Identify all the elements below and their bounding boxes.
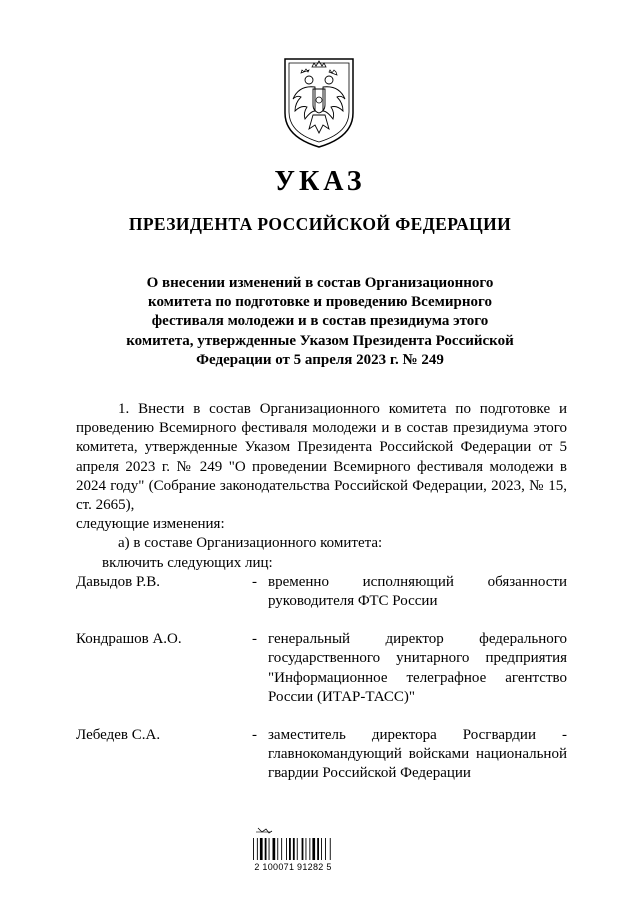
barcode-bar	[281, 838, 282, 860]
barcode-bar	[253, 838, 254, 860]
person-name: Лебедев С.А.	[76, 727, 161, 744]
heading-line: О внесении изменений в состав Организационного	[146, 275, 494, 291]
decree-heading	[100, 274, 540, 370]
barcode-bar	[309, 838, 310, 860]
person-dash: -	[252, 573, 257, 590]
include-persons-label: включить следующих лиц:	[102, 554, 273, 571]
document-subtitle: ПРЕЗИДЕНТА РОССИЙСКОЙ ФЕДЕРАЦИИ	[128, 214, 512, 234]
barcode-number: 2 100071 91282 5	[254, 862, 332, 872]
person-name: Давыдов Р.В.	[76, 573, 160, 590]
barcode-bar	[317, 838, 319, 860]
barcode-bar	[325, 838, 326, 860]
document-title: УКАЗ	[274, 166, 366, 197]
person-entry	[76, 573, 567, 611]
paragraph-1-end: следующие изменения:	[76, 516, 225, 533]
heading-line: фестиваля молодежи и в состав президиума этого	[151, 313, 489, 330]
person-entry	[76, 726, 567, 784]
person-dash: -	[252, 631, 257, 648]
item-a: а) в составе Организационного комитета:	[118, 535, 383, 552]
barcode-bar	[293, 838, 295, 860]
person-position: генеральный директор федерального государственного унитарного предприятия "Информационное телеграфное агентство России (ИТАР-ТАСС)"	[268, 631, 567, 705]
heading-line: Федерации от 5 апреля 2023 г. № 249	[196, 351, 444, 368]
person-position: временно исполняющий обязанности руководителя ФТС России	[268, 573, 567, 610]
barcode-bar	[277, 838, 278, 860]
heading-line: комитета по подготовке и проведению Всемирного	[148, 294, 492, 311]
barcode-bar	[312, 838, 315, 860]
barcode-bar	[260, 838, 263, 860]
barcode-bar	[306, 838, 307, 860]
decree-body	[76, 400, 567, 784]
barcode-bar	[297, 838, 298, 860]
paragraph-1: 1. Внести в состав Организационного комитета по подготовке и проведению Всемирного фестиваля молодежи и в состав президиума этого комитета, утвержденные Указом Президента Российской Федерации от 5 апреля 2023 г. № 249 "О проведении Всемирного фестиваля молодежи в 2024 году" (Собрание законодательства Российской Федерации, 2023, № 15, ст. 2665),	[76, 401, 567, 514]
barcode	[252, 826, 334, 894]
barcode-bar	[286, 838, 287, 860]
person-name: Кондрашов А.О.	[76, 631, 182, 648]
barcode-bar	[302, 838, 304, 860]
barcode-bar	[321, 838, 322, 860]
barcode-bar	[289, 838, 291, 860]
barcode-bar	[257, 838, 258, 860]
barcode-bar	[273, 838, 276, 860]
person-entry	[76, 630, 567, 707]
barcode-bar	[330, 838, 331, 860]
heading-line: комитета, утвержденные Указом Президента Российской	[126, 332, 514, 349]
barcode-bar	[269, 838, 270, 860]
barcode-bar	[265, 838, 267, 860]
person-position: заместитель директора Росгвардии - главнокомандующий войсками национальной гвардии Российской Федерации	[268, 727, 567, 782]
coat-of-arms-emblem	[279, 55, 359, 150]
person-dash: -	[252, 727, 257, 744]
